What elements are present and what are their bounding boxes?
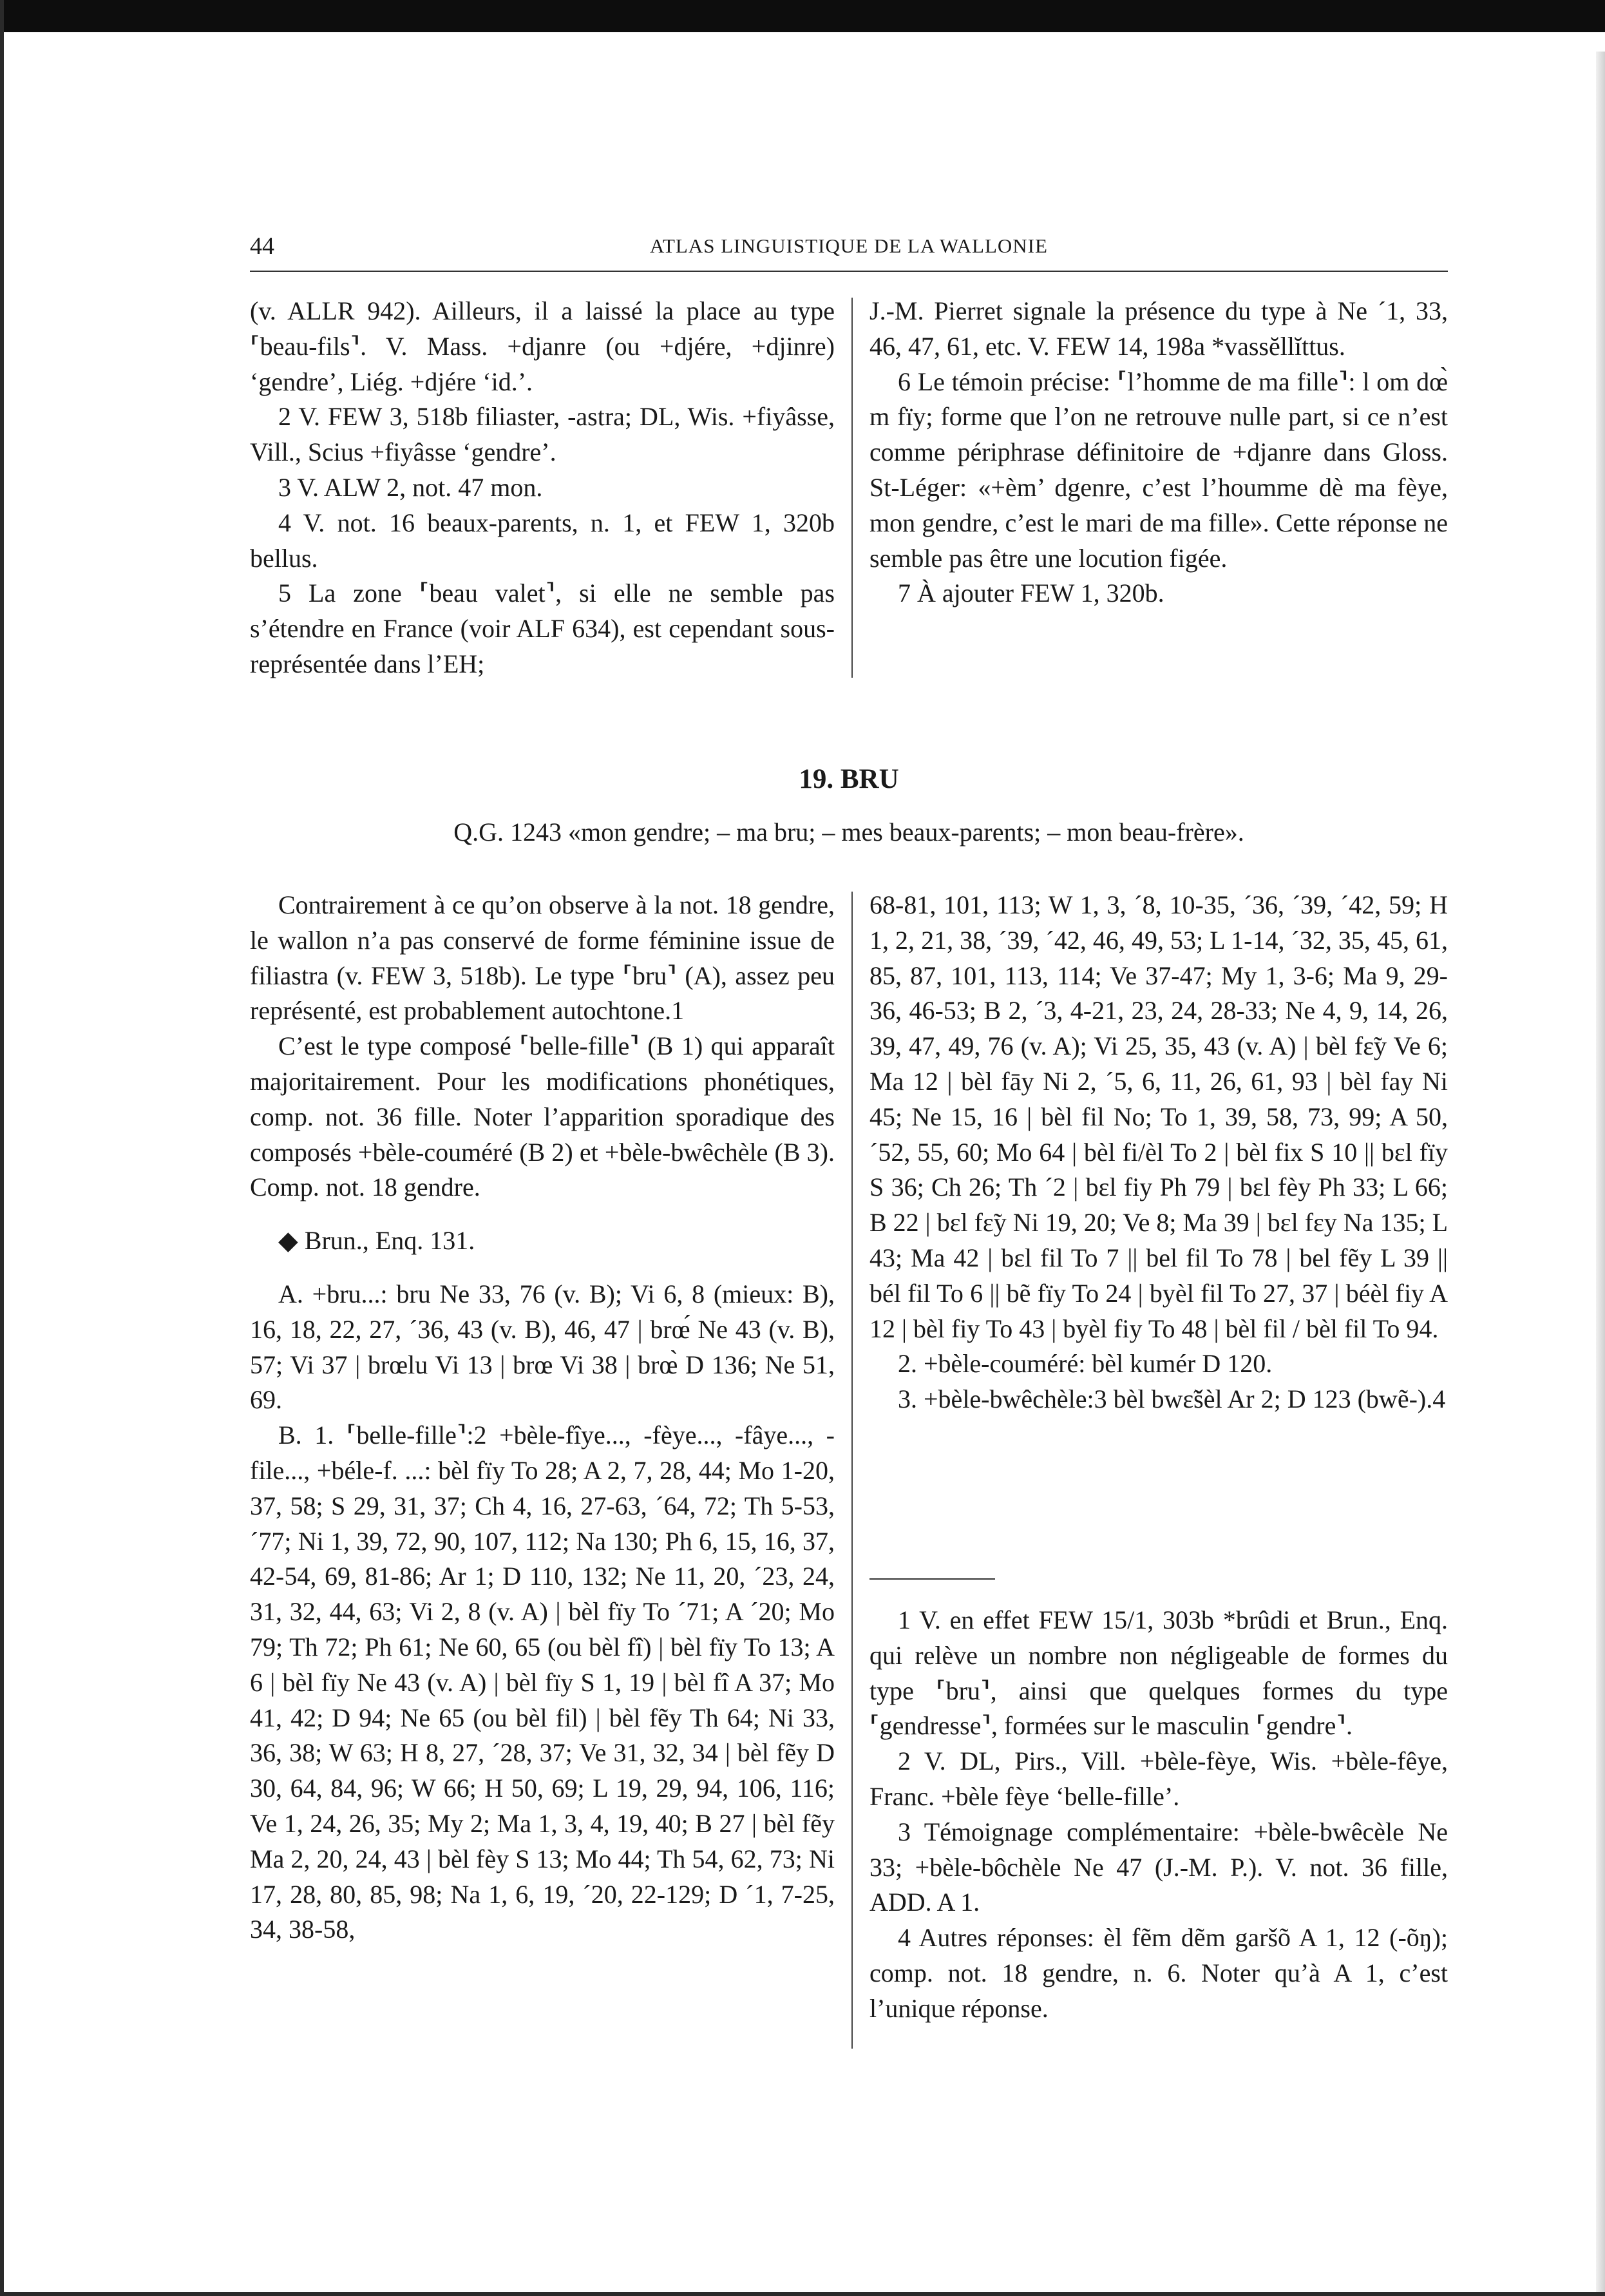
note-6: 6 Le témoin précise: ⸢l’homme de ma fille⸣: l om dœ̀ m fïy; forme que l’on ne retrouve nulle part, si ce n’est comme périphrase définitoire de +djanre dans Gloss. St-Léger: «+èm’ dgenre, c’est l’houmme dè ma fèye, mon gendre, c’est le mari de ma fille». Cette réponse ne semble pas être une locution figée. (869, 367, 1448, 573)
column-divider-body (851, 892, 853, 2049)
type-b2-entry: 2. +bèle-couméré: bèl kumér D 120. (898, 1349, 1273, 1379)
note-5: 5 La zone ⸢beau valet⸣, si elle ne semble pas s’étendre en France (voir ALF 634), est cependant sous-représentée dans l’EH; (250, 579, 835, 678)
footnote-3: 3 Témoignage complémentaire: +bèle-bwêcèle Ne 33; +bèle-bôchèle Ne 47 (J.-M. P.). V. not. 36 fille, ADD. A 1. (869, 1817, 1448, 1917)
scan-top-border (0, 0, 1605, 32)
scan-right-edge (1596, 52, 1605, 2296)
top-notes-right-column (869, 294, 1448, 611)
reference-line: ◆ Brun., Enq. 131. (278, 1226, 475, 1256)
footnote-4: 4 Autres réponses: èl fẽm dẽm garšõ A 1, 12 (-õŋ); comp. not. 18 gendre, n. 6. Noter qu’à A 1, c’est l’unique réponse. (869, 1923, 1448, 2023)
body-right-column (869, 888, 1448, 1417)
type-paragraph: C’est le type composé ⸢belle-fille⸣ (B 1) qui apparaît majoritairement. Pour les modifications phonétiques, comp. not. 36 fille. Noter l’apparition sporadique des composés +bèle-couméré (B 2) et +bèle-bwêchèle (B 3). Comp. not. 18 gendre. (250, 1031, 835, 1202)
note-7: 7 À ajouter FEW 1, 320b. (898, 579, 1164, 608)
note-3: 3 V. ALW 2, not. 47 mon. (278, 472, 543, 502)
type-b3-entry: 3. +bèle-bwêchèle:3 bèl bwɛ̃šèl Ar 2; D 123 (bwẽ-).4 (898, 1384, 1446, 1414)
section-title: 19. BRU (799, 764, 899, 794)
column-divider-top (851, 298, 853, 678)
scan-bottom-border (0, 2292, 1605, 2296)
intro-paragraph: Contrairement à ce qu’on observe à la not. 18 gendre, le wallon n’a pas conservé de forme féminine issue de filiastra (v. FEW 3, 518b). Le type ⸢bru⸣ (A), assez peu représenté, est probablement autochtone.1 (250, 890, 835, 1026)
section-question: Q.G. 1243 «mon gendre; – ma bru; – mes beaux-parents; – mon beau-frère». (453, 818, 1244, 847)
footnote-rule (869, 1578, 995, 1580)
type-b1-entry: B. 1. ⸢belle-fille⸣:2 +bèle-fîye..., -fèye..., -fâye..., -file..., +béle-f. ...: bèl fïy To 28; A 2, 7, 28, 44; Mo 1-20, 37, 58; S 29, 31, 37; Ch 4, 16, 27-63, ´64, 72; Th 5-53, ´77; Ni 1, 39, 72, 90, 107, 112; Na 130; Ph 6, 15, 16, 37, 42-54, 69, 81-86; Ar 1; D 110, 132; Ne 11, 20, ´23, 24, 31, 32, 44, 63; Vi 2, 8 (v. A) | bèl fïy To ´71; A ´20; Mo 79; Th 72; Ph 61; Ne 60, 65 (ou bèl fî) | bèl fïy To 13; A 6 | bèl fïy Ne 43 (v. A) | bèl fïy S 1, 19 | bèl fî A 37; Mo 41, 42; D 94; Ne 65 (ou bèl fil) | bèl fẽy Th 64; Ni 33, 36, 38; W 63; H 8, 27, ´28, 37; Ve 31, 32, 34 | bèl fẽy D 30, 64, 84, 96; W 66; H 50, 69; L 19, 29, 94, 106, 116; Ve 1, 24, 26, 35; My 2; Ma 1, 3, 4, 19, 40; B 27 | bèl fẽy Ma 2, 20, 24, 43 | bèl fèy S 13; Mo 44; Th 54, 62, 73; Ni 17, 28, 80, 85, 98; Na 1, 6, 19, ´20, 22-129; D ´1, 7-25, 34, 38-58, (250, 1421, 835, 1944)
top-notes-left-column (250, 294, 835, 682)
note-4: 4 V. not. 16 beaux-parents, n. 1, et FEW 1, 320b bellus. (250, 508, 835, 573)
note-2: 2 V. FEW 3, 518b filiaster, -astra; DL, Wis. +fiyâsse, Vill., Scius +fiyâsse ‘gendre’. (250, 402, 835, 467)
running-title: ATLAS LINGUISTIQUE DE LA WALLONIE (650, 234, 1048, 257)
body-left-column (250, 888, 835, 1947)
header-rule (250, 271, 1448, 272)
type-b1-continuation: 68-81, 101, 113; W 1, 3, ´8, 10-35, ´36, ´39, ´42, 59; H 1, 2, 21, 38, ´39, ´42, 46, 49, 53; L 1-14, ´32, 35, 45, 61, 85, 87, 101, 113, 114; Ve 37-47; My 1, 3-6; Ma 9, 29-36, 46-53; B 2, ´3, 4-21, 23, 24, 28-33; Ne 4, 9, 14, 26, 39, 47, 49, 76 (v. A); Vi 25, 35, 43 (v. A) | bèl fɛ̃y Ve 6; Ma 12 | bèl fāy Ni 2, ´5, 6, 11, 26, 61, 93 | bèl fay Ni 45; Ne 15, 16 | bèl fil No; To 1, 39, 58, 73, 99; A 50, ´52, 55, 60; Mo 64 | bèl fi/èl To 2 | bèl fix S 10 || bɛl fïy S 36; Ch 26; Th ´2 | bɛl fiy Ph 79 | bɛl fèy Ph 33; L 66; B 22 | bɛl fɛ̃y Ni 19, 20; Ve 8; Ma 39 | bɛl fɛy Na 135; L 43; Ma 42 | bɛl fil To 7 || bel fil To 78 | bel fẽy L 39 || bél fil To 6 || bẽ fïy To 24 | byèl fil To 27, 37 | béèl fiy A 12 | bèl fiy To 43 | byèl fiy To 48 | bèl fil / bèl fil To 94. (869, 890, 1448, 1343)
footnote-1: 1 V. en effet FEW 15/1, 303b *brûdi et Brun., Enq. qui relève un nombre non négligeable de formes du type ⸢bru⸣, ainsi que quelques formes du type ⸢gendresse⸣, formées sur le masculin ⸢gendre⸣. (869, 1605, 1448, 1741)
note-continuation: (v. ALLR 942). Ailleurs, il a laissé la place au type ⸢beau-fils⸣. V. Mass. +djanre (ou +djére, +djinre) ‘gendre’, Liég. +djére ‘id.’. (250, 296, 835, 396)
page-number: 44 (250, 233, 274, 260)
footnotes-block (869, 1603, 1448, 2027)
scan-left-border (0, 0, 4, 2296)
note-5-continuation: J.-M. Pierret signale la présence du type à Ne ´1, 33, 46, 47, 61, etc. V. FEW 14, 198a *vassĕllĭttus. (869, 296, 1448, 361)
type-a-entry: A. +bru...: bru Ne 33, 76 (v. B); Vi 6, 8 (mieux: B), 16, 18, 22, 27, ´36, 43 (v. B), 46, 47 | brœ́ Ne 43 (v. B), 57; Vi 37 | brœlu Vi 13 | brœ Vi 38 | brœ̀ D 136; Ne 51, 69. (250, 1279, 835, 1415)
page-header (250, 232, 1448, 263)
footnote-2: 2 V. DL, Pirs., Vill. +bèle-fèye, Wis. +bèle-fêye, Franc. +bèle fèye ‘belle-fille’. (869, 1746, 1448, 1811)
